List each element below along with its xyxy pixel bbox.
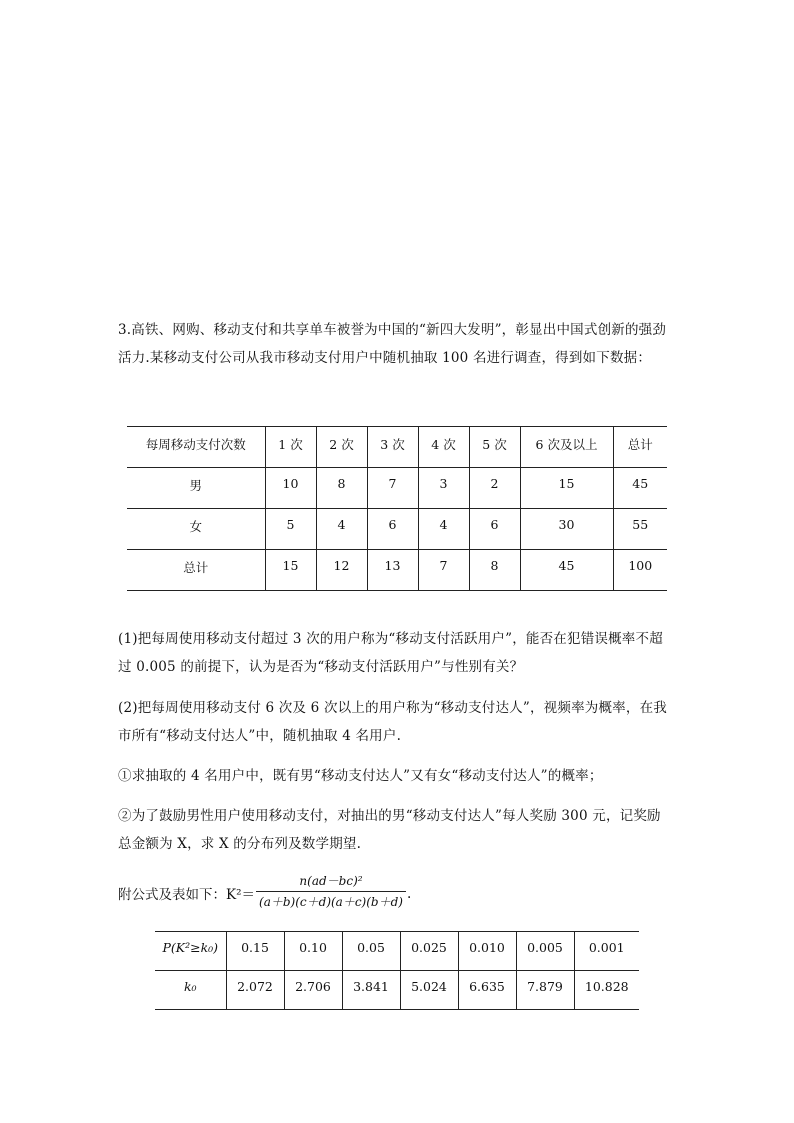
table-cell: 0.15 [226, 932, 284, 971]
question-2a [118, 762, 680, 790]
table-cell: 0.010 [458, 932, 516, 971]
formula-denominator: (a＋b)(c＋d)(a＋c)(b＋d) [259, 895, 403, 909]
table-cell: 8 [316, 468, 367, 509]
table-cell: 30 [520, 509, 613, 550]
question-1-line-2: 过 0.005 的前提下，认为是否为“移动支付活跃用户”与性别有关？ [118, 659, 524, 675]
table-cell: 4 [418, 509, 469, 550]
table-row-male [127, 468, 667, 509]
table-cell: 4 [316, 509, 367, 550]
table-cell: 2.706 [284, 971, 342, 1010]
question-2b-line-1: ②为了鼓励男性用户使用移动支付，对抽出的男“移动支付达人”每人奖励 300 元，记奖励 [118, 808, 661, 824]
payment-frequency-table [127, 426, 667, 591]
table-cell: 12 [316, 550, 367, 591]
table-cell: 7.879 [516, 971, 574, 1010]
formula-fraction [256, 872, 406, 911]
question-2a-line: ①求抽取的 4 名用户中，既有男“移动支付达人”又有女“移动支付达人”的概率； [118, 768, 603, 784]
table-cell: 6 [367, 509, 418, 550]
header-cell: 6 次及以上 [520, 427, 613, 468]
table-cell: 100 [613, 550, 667, 591]
table-cell: 6.635 [458, 971, 516, 1010]
table-row-female [127, 509, 667, 550]
problem-intro [118, 316, 680, 372]
header-cell: 总计 [613, 427, 667, 468]
question-1 [118, 625, 680, 681]
header-cell: 3 次 [367, 427, 418, 468]
table-cell: 3 [418, 468, 469, 509]
intro-line-2: 活力.某移动支付公司从我市移动支付用户中随机抽取 100 名进行调查，得到如下数据： [118, 350, 652, 366]
fraction-bar [256, 891, 406, 892]
table-cell: 0.005 [516, 932, 574, 971]
table-cell: 6 [469, 509, 520, 550]
question-2 [118, 694, 680, 750]
table-cell: 10 [265, 468, 316, 509]
table-cell: 7 [418, 550, 469, 591]
formula-period: . [407, 886, 412, 902]
table-cell: 13 [367, 550, 418, 591]
table-cell: 5 [265, 509, 316, 550]
probability-row [155, 932, 639, 971]
header-cell: 4 次 [418, 427, 469, 468]
question-2b [118, 802, 680, 858]
question-2b-line-2: 总金额为 X，求 X 的分布列及数学期望. [118, 836, 362, 852]
table-cell: 10.828 [574, 971, 639, 1010]
table-cell: 3.841 [342, 971, 400, 1010]
question-2-line-2: 市所有“移动支付达人”中，随机抽取 4 名用户. [118, 728, 402, 744]
critical-value-row [155, 971, 639, 1010]
table-cell: 55 [613, 509, 667, 550]
table-cell: 7 [367, 468, 418, 509]
critical-value-table [155, 931, 639, 1010]
table-cell: 15 [520, 468, 613, 509]
header-cell: 1 次 [265, 427, 316, 468]
table-cell: 15 [265, 550, 316, 591]
question-1-line-1: (1)把每周使用移动支付超过 3 次的用户称为“移动支付活跃用户”，能否在犯错误概率不超 [118, 631, 663, 647]
table-cell: 45 [613, 468, 667, 509]
table-cell: 2 [469, 468, 520, 509]
header-cell: 每周移动支付次数 [145, 437, 246, 452]
table-cell: 0.05 [342, 932, 400, 971]
header-cell: 5 次 [469, 427, 520, 468]
table-cell: 5.024 [400, 971, 458, 1010]
table-cell: 0.001 [574, 932, 639, 971]
intro-line-1: 3.高铁、网购、移动支付和共享单车被誉为中国的“新四大发明”，彰显出中国式创新的强劲 [118, 322, 667, 338]
table-cell: 45 [520, 550, 613, 591]
table-cell: 女 [127, 509, 265, 550]
table-cell: 8 [469, 550, 520, 591]
formula-numerator: n(ad－bc)² [299, 874, 363, 888]
formula-label: 附公式及表如下：K²＝ [118, 887, 255, 903]
table-cell: 0.025 [400, 932, 458, 971]
table-cell: 2.072 [226, 971, 284, 1010]
table-cell: k₀ [155, 971, 226, 1010]
question-2-line-1: (2)把每周使用移动支付 6 次及 6 次以上的用户称为“移动支付达人”，视频率为概率，在我 [118, 700, 667, 716]
header-cell: 2 次 [316, 427, 367, 468]
table-cell: 0.10 [284, 932, 342, 971]
table-cell: P(K²≥k₀) [162, 940, 219, 955]
table-row-total [127, 550, 667, 591]
table-cell: 总计 [127, 550, 265, 591]
table-cell: 男 [127, 468, 265, 509]
table-header-row [127, 427, 667, 468]
